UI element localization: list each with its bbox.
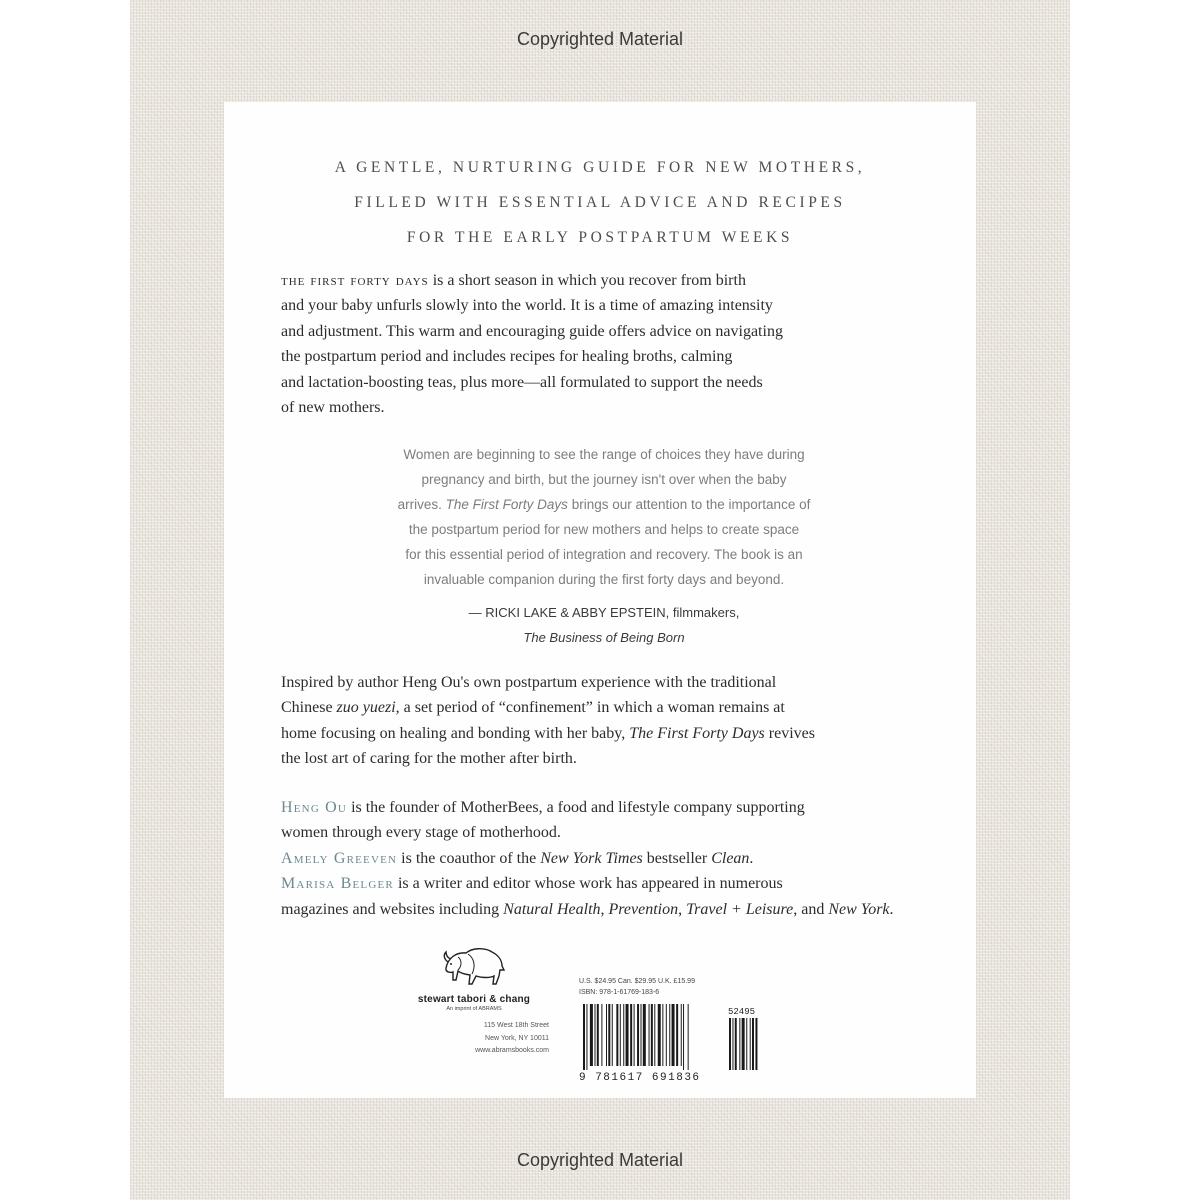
barcode-bar — [669, 1004, 670, 1066]
barcode-digits: 9 781617 691836 — [579, 1072, 701, 1084]
watermark-top: Copyrighted Material — [516, 29, 684, 49]
barcode-bar — [666, 1004, 667, 1066]
barcode-bar — [672, 1004, 675, 1066]
barcode-bar — [606, 1004, 607, 1066]
barcode-bar — [612, 1004, 613, 1066]
barcode-bar — [662, 1004, 663, 1066]
bio-amely-greeven: Amely Greeven is the coauthor of the New York Times bestseller Clean. — [281, 849, 754, 867]
author-bios: Heng Ou is the founder of MotherBees, a food and lifestyle company supporting women through every stage of motherhood. Amely Greeven is the coauthor of the New York Times bestseller Clean. Marisa Belger is a writer and editor whose work has appeared in numerous magazines and websites including Natural Health, Prevention, Travel + Leisure, and New York. — [281, 795, 921, 922]
barcode-bar — [676, 1004, 678, 1066]
cover-text-panel — [224, 102, 976, 1098]
publisher-name: stewart tabori & chang — [417, 994, 531, 1005]
barcode-addon-bar — [732, 1018, 733, 1070]
price-line: U.S. $24.95 Can. $29.95 U.K. £15.99 — [579, 978, 695, 985]
barcode-bar — [681, 1004, 682, 1066]
bio-marisa-belger: Marisa Belger is a writer and editor whose work has appeared in numerous — [281, 875, 783, 893]
barcode-bar — [620, 1004, 621, 1066]
author-name-amely-greeven: Amely Greeven — [281, 849, 398, 867]
barcode-bar — [654, 1004, 655, 1066]
barcode-addon-bar — [739, 1018, 740, 1070]
barcode-bar — [595, 1004, 596, 1066]
publisher-logo-block — [399, 940, 549, 1012]
barcode-addon-bar — [746, 1018, 747, 1070]
barcode-bar — [616, 1004, 618, 1066]
barcode-bar — [626, 1004, 629, 1066]
barcode-addon-bar — [735, 1018, 737, 1070]
isbn-line: ISBN: 978-1-61769-183-6 — [579, 989, 660, 996]
barcode-addon-bar — [755, 1018, 757, 1070]
author-name-heng-ou: Heng Ou — [281, 799, 348, 816]
barcode-bar — [608, 1004, 610, 1066]
barcode-addon-digits: 52495 — [728, 1007, 756, 1017]
barcode-bar — [634, 1004, 635, 1066]
barcode-bar — [590, 1004, 593, 1066]
bison-logo-icon — [438, 940, 510, 990]
quoted-book-title: The First Forty Days — [445, 497, 568, 512]
barcode-bar — [630, 1004, 632, 1066]
barcode-image — [579, 1004, 789, 1074]
barcode-bar — [623, 1004, 624, 1066]
barcode-bar — [649, 1004, 650, 1066]
isbn-barcode-block — [579, 976, 789, 1084]
barcode-bar — [637, 1004, 639, 1066]
barcode-bar — [641, 1004, 642, 1066]
watermark-bottom: Copyrighted Material — [516, 1150, 684, 1170]
intro-paragraph: the first forty days is a short season in which you recover from birth and your baby unfurls slowly into the world. It is a time of amazing intensity and adjustment. This warm and encouraging guide offers advice on navigating the postpartum period and includes recipes for healing broths, calming and lactation-boosting teas, plus more—all formulated to support the needs of new mothers. — [281, 272, 783, 417]
tagline-line-2: FILLED WITH ESSENTIAL ADVICE AND RECIPES — [354, 194, 846, 211]
barcode-addon-bar — [750, 1018, 751, 1070]
barcode-bar — [643, 1004, 646, 1066]
barcode-addon-bar — [742, 1018, 745, 1070]
barcode-bar — [651, 1004, 653, 1066]
barcode-bar — [583, 1004, 585, 1070]
publisher-address: 115 West 18th Street New York, NY 10011 www.abramsbooks.com — [475, 1022, 549, 1054]
publisher-imprint: An imprint of ABRAMS — [446, 1006, 502, 1012]
barcode-bar — [601, 1004, 602, 1066]
endorsement-quote: Women are beginning to see the range of choices they have during pregnancy and birth, but the journey isn't over when the baby arrives. The First Forty Days brings our attention to the importance of the postpartum period for new mothers and helps to create space for this essential period of integration and recovery. The book is an invaluable companion during the first forty days and beyond. — [397, 447, 811, 587]
barcode-addon-bar — [752, 1018, 754, 1070]
barcode-addon-bar — [729, 1018, 731, 1070]
barcode-bar — [658, 1004, 661, 1066]
author-name-marisa-belger: Marisa Belger — [281, 875, 394, 893]
barcode-bar — [586, 1004, 587, 1070]
bio-heng-ou: Heng Ou is the founder of MotherBees, a food and lifestyle company supporting — [281, 799, 805, 816]
attribution-work: The Business of Being Born — [523, 630, 685, 645]
barcode-bar — [688, 1004, 689, 1070]
quote-attribution: — RICKI LAKE & ABBY EPSTEIN, filmmakers, The Business of Being Born — [468, 605, 740, 645]
tagline-line-1: A GENTLE, NURTURING GUIDE FOR NEW MOTHERS, — [334, 159, 866, 176]
barcode-bar — [683, 1004, 684, 1070]
tagline-line-3: FOR THE EARLY POSTPARTUM WEEKS — [406, 229, 794, 246]
tagline — [224, 150, 976, 255]
barcode-bar — [597, 1004, 599, 1066]
book-title-smallcaps: the first forty days — [281, 272, 429, 289]
inspired-paragraph: Inspired by author Heng Ou's own postpartum experience with the traditional Chinese zuo yuezi, a set period of “confinement” in which a woman remains at home focusing on healing and bonding with her baby, The First Forty Days revives the lost art of caring for the mother after birth. — [281, 674, 815, 768]
